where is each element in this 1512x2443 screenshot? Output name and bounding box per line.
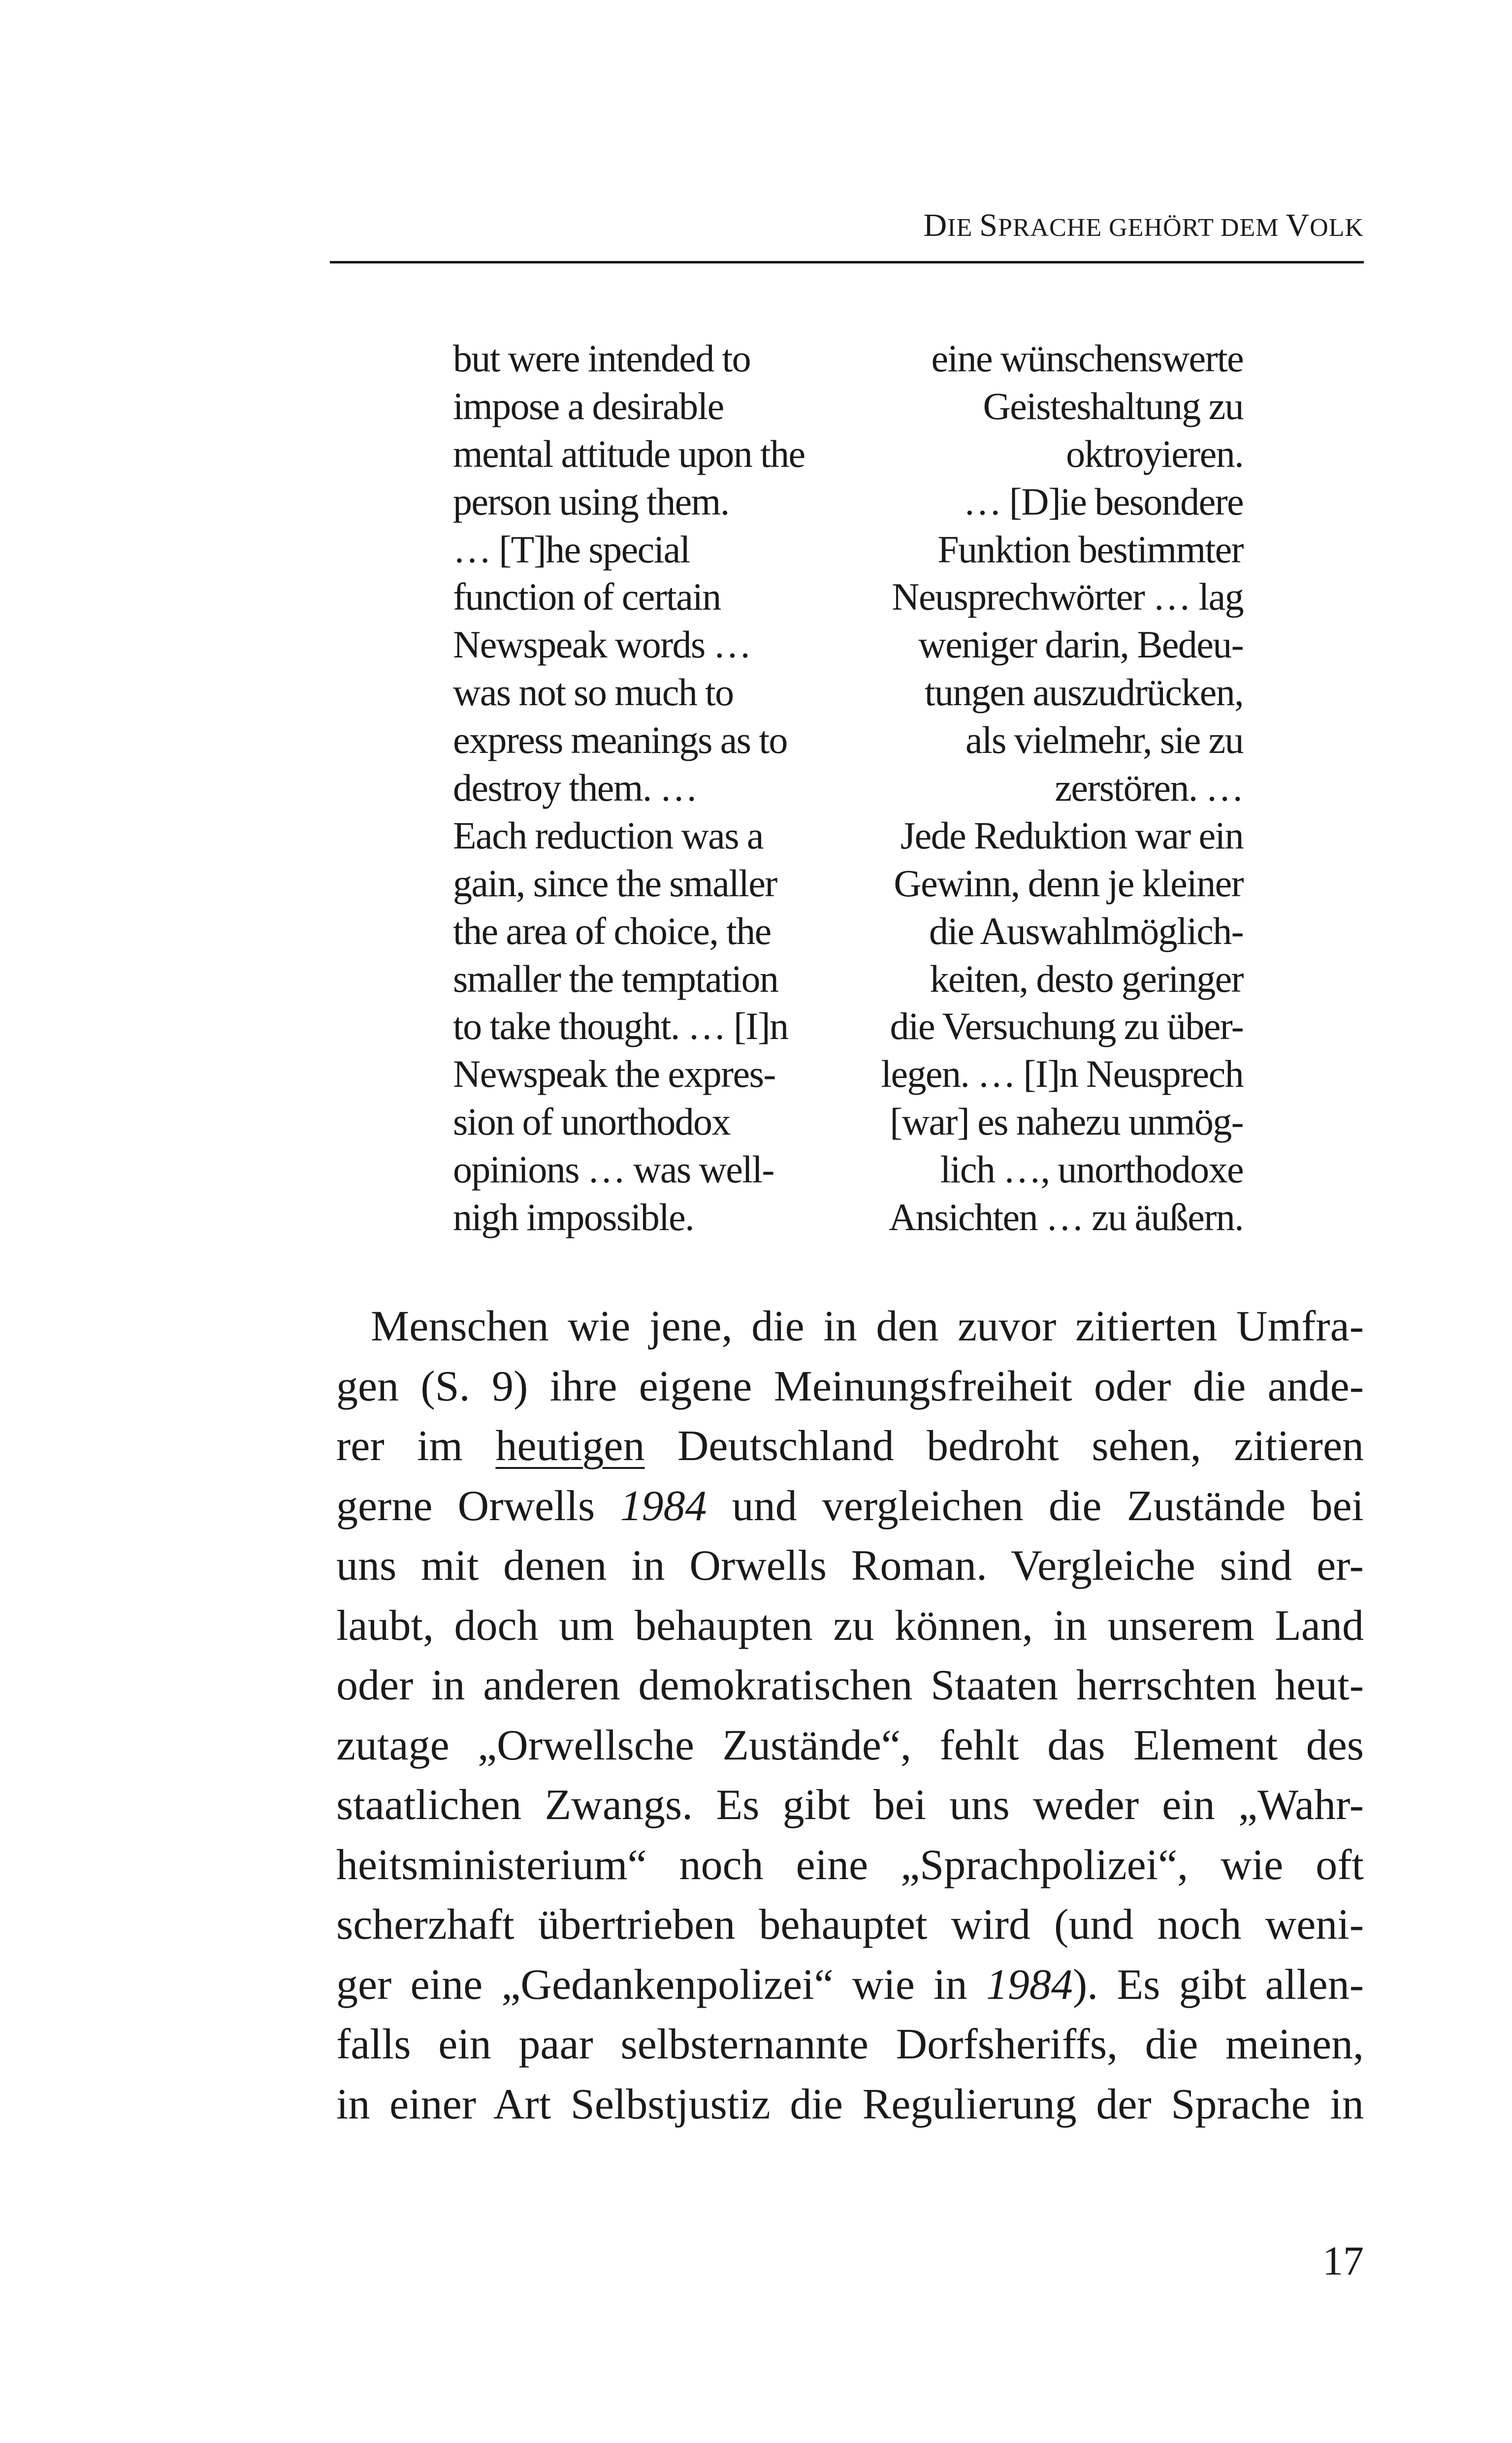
- quote-line: but were intended to: [453, 337, 750, 380]
- running-head: [330, 209, 1364, 242]
- quote-line: tungen auszudrücken,: [924, 671, 1243, 714]
- quote-line: Neusprechwörter … lag: [892, 575, 1243, 619]
- quote-line: [war] es nahezu unmög-: [890, 1100, 1243, 1143]
- running-head-smallcaps: PRACHE GEHÖRT DEM: [997, 214, 1286, 242]
- body-line: uns mit denen in Orwells Roman. Vergleiche sind er-: [336, 1542, 1364, 1590]
- quote-line: gain, since the smaller: [453, 861, 777, 905]
- quote-line: Ansichten … zu äußern.: [889, 1196, 1243, 1239]
- body-text-segment: und vergleichen die Zustände bei: [732, 1482, 1364, 1530]
- quote-line: als vielmehr, sie zu: [965, 718, 1243, 762]
- running-head-smallcaps: OLK: [1310, 214, 1364, 242]
- body-text-segment: gerne Orwells: [336, 1482, 595, 1530]
- quote-line: Newspeak the expres-: [453, 1052, 775, 1096]
- body-line: [336, 1416, 1364, 1476]
- body-line: zutage „Orwellsche Zustände“, fehlt das Element des: [336, 1721, 1364, 1769]
- quote-line: Gewinn, denn je kleiner: [894, 861, 1243, 905]
- quote-line: keiten, desto geringer: [930, 957, 1243, 1000]
- running-head-initial: D: [923, 207, 948, 243]
- quote-line: Newspeak words …: [453, 623, 751, 666]
- quote-line: nigh impossible.: [453, 1196, 694, 1239]
- book-title-italic: 1984: [986, 1960, 1073, 2009]
- quote-line: destroy them. …: [453, 766, 698, 810]
- header-rule: [330, 261, 1364, 263]
- quote-line: … [D]ie besondere: [963, 480, 1243, 523]
- quote-line: express meanings as to: [453, 718, 787, 762]
- quote-line: function of certain: [453, 575, 721, 619]
- quote-line: Funktion bestimmter: [937, 527, 1243, 571]
- body-line: in einer Art Selbstjustiz die Regulierung der Sprache in: [336, 2080, 1364, 2128]
- running-head-initial: V: [1286, 207, 1310, 243]
- quote-line: oktroyieren.: [1066, 432, 1243, 475]
- body-text-segment: ger eine „Gedankenpolizei“ wie in: [336, 1960, 967, 2009]
- quote-line: Each reduction was a: [453, 814, 763, 857]
- quote-english-column: [453, 335, 847, 1241]
- quote-line: Jede Reduktion war ein: [900, 814, 1243, 857]
- quote-line: was not so much to: [453, 671, 734, 714]
- body-line: oder in anderen demokratischen Staaten herrschten heut-: [336, 1661, 1364, 1709]
- body-line: Menschen wie jene, die in den zuvor zitierten Umfra-: [371, 1303, 1364, 1350]
- quote-line: weniger darin, Bedeu-: [918, 623, 1243, 666]
- quote-line: lich …, unorthodoxe: [940, 1148, 1243, 1191]
- quote-line: Geisteshaltung zu: [983, 384, 1243, 427]
- quote-line: die Versuchung zu über-: [890, 1005, 1243, 1048]
- quote-line: the area of choice, the: [453, 909, 771, 952]
- body-paragraph: [336, 1297, 1364, 2134]
- quote-line: die Auswahlmöglich-: [929, 909, 1243, 952]
- book-title-italic: 1984: [620, 1482, 707, 1530]
- body-text-segment: ). Es gibt allen-: [1072, 1960, 1364, 2009]
- quote-line: impose a desirable: [453, 384, 724, 427]
- quote-line: zerstören. …: [1055, 766, 1243, 810]
- body-line: [336, 1476, 1364, 1536]
- quote-line: person using them.: [453, 480, 729, 523]
- quote-line: … [T]he special: [453, 527, 690, 571]
- body-line: laubt, doch um behaupten zu können, in unserem Land: [336, 1601, 1364, 1650]
- quote-line: opinions … was well-: [453, 1148, 774, 1191]
- quote-line: eine wünschenswerte: [931, 337, 1243, 380]
- quote-line: mental attitude upon the: [453, 432, 805, 475]
- quote-german-column: [847, 335, 1243, 1241]
- body-line: gen (S. 9) ihre eigene Meinungsfreiheit oder die ande-: [336, 1362, 1364, 1410]
- body-line: staatlichen Zwangs. Es gibt bei uns weder ein „Wahr-: [336, 1781, 1364, 1829]
- running-head-initial: S: [979, 207, 998, 243]
- body-line: heitsministerium“ noch eine „Sprachpolizei“, wie oft: [336, 1841, 1364, 1889]
- quote-line: smaller the temptation: [453, 957, 778, 1000]
- body-line: scherzhaft übertrieben behauptet wird (und noch weni-: [336, 1901, 1364, 1949]
- page-number: 17: [1322, 2238, 1364, 2284]
- body-text-segment: Deutschland bedroht sehen, zitieren: [677, 1422, 1364, 1470]
- body-line: falls ein paar selbsternannte Dorfsheriffs, die meinen,: [336, 2020, 1364, 2068]
- quote-line: legen. … [I]n Neusprech: [881, 1052, 1243, 1096]
- quote-line: sion of unorthodox: [453, 1100, 730, 1143]
- quote-line: to take thought. … [I]n: [453, 1005, 788, 1048]
- running-head-smallcaps: IE: [947, 214, 980, 242]
- body-text-segment: rer im: [336, 1422, 463, 1470]
- underlined-word: heutigen: [495, 1422, 645, 1470]
- body-line: [336, 1955, 1364, 2015]
